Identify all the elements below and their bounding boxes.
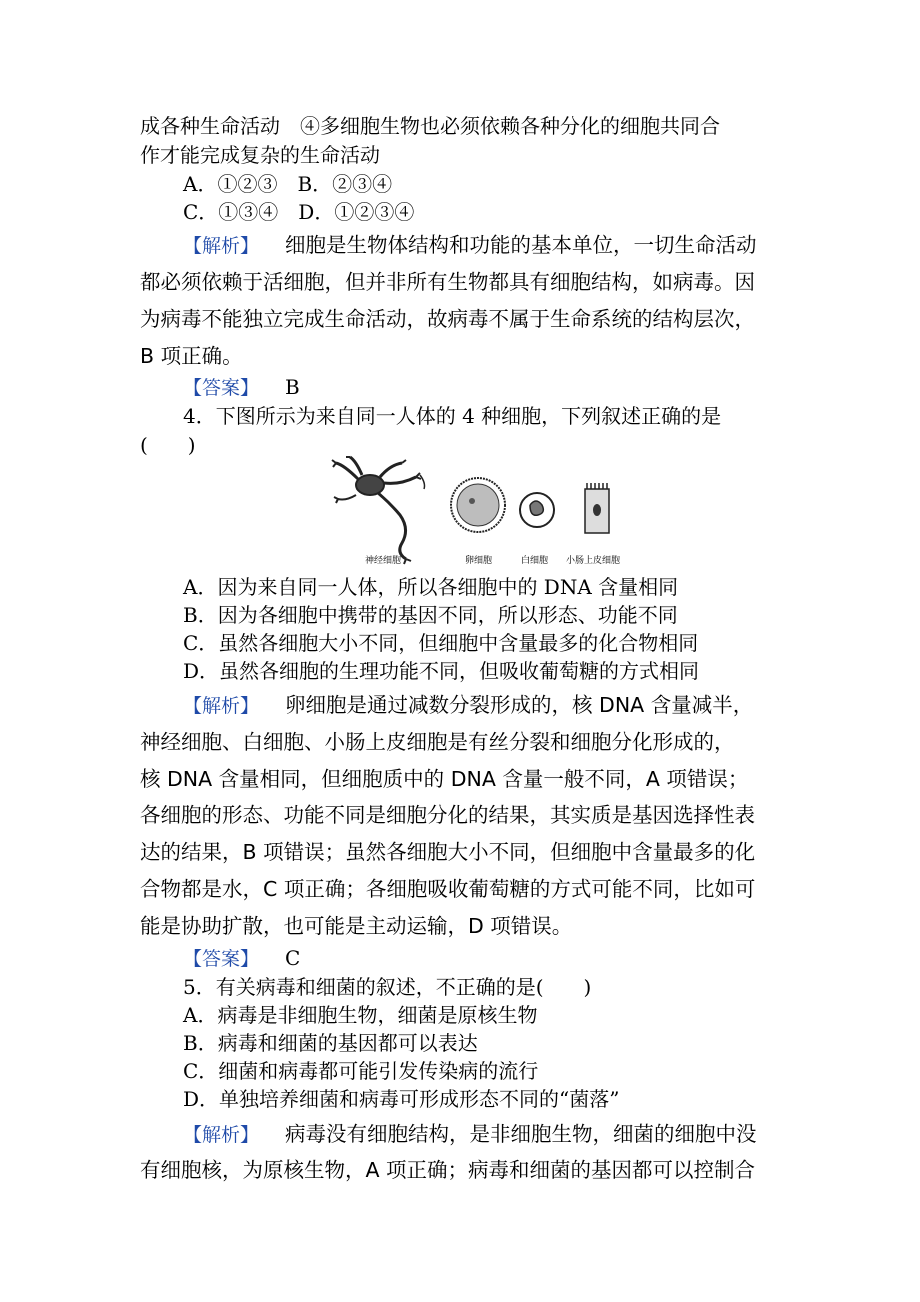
- q3-explanation-line-4: B 项正确。: [140, 344, 243, 368]
- intestinal-epithelial-cell-drawing: [585, 483, 609, 533]
- q4-explanation-line-7: 能是协助扩散，也可能是主动运输，D 项错误。: [140, 914, 573, 938]
- figure-label-egg: 卵细胞: [465, 556, 493, 566]
- neuron-cell-drawing: [332, 457, 425, 564]
- figure-label-intestinal: 小肠上皮细胞: [566, 556, 621, 566]
- q3-explanation-line-1: [183, 231, 757, 260]
- q3-explanation-line-2: 都必须依赖于活细胞，但并非所有生物都具有细胞结构，如病毒。因: [140, 270, 755, 294]
- q3-line-2: 作才能完成复杂的生命活动: [140, 143, 380, 167]
- figure-label-neuron: 神经细胞: [365, 556, 402, 566]
- q3-answer-line: [183, 373, 300, 402]
- q5-explanation-line-1: [183, 1120, 757, 1149]
- q3-options-ab: A．①②③ B．②③④: [183, 172, 393, 196]
- q4-explanation-line-1: [183, 691, 753, 720]
- q5-explanation-line-2: 有细胞核，为原核生物，A 项正确；病毒和细菌的基因都可以控制合: [140, 1158, 756, 1182]
- white-blood-cell-drawing: [520, 493, 554, 527]
- q4-explanation-line-6: 合物都是水，C 项正确；各细胞吸收葡萄糖的方式可能不同，比如可: [140, 877, 756, 901]
- q3-answer-tag: 【答案】: [183, 377, 260, 399]
- q3-line-1: 成各种生命活动 ④多细胞生物也必须依赖各种分化的细胞共同合: [140, 114, 720, 138]
- q4-exp-text-1: 卵细胞是通过减数分裂形成的，核 DNA 含量减半，: [285, 693, 754, 717]
- q3-options-cd: C．①③④ D．①②③④: [183, 200, 415, 224]
- q4-explanation-line-2: 神经细胞、白细胞、小肠上皮细胞是有丝分裂和细胞分化形成的，: [140, 730, 735, 754]
- cell-figure: [330, 455, 640, 570]
- q4-jiexi-tag: 【解析】: [183, 695, 260, 717]
- q5-jiexi-tag: 【解析】: [183, 1124, 260, 1146]
- q3-jiexi-tag: 【解析】: [183, 235, 260, 257]
- q4-answer-tag: 【答案】: [183, 948, 260, 970]
- q4-stem-line-1: 4．下图所示为来自同一人体的 4 种细胞，下列叙述正确的是: [183, 404, 722, 428]
- q4-explanation-line-4: 各细胞的形态、功能不同是细胞分化的结果，其实质是基因选择性表: [140, 803, 755, 827]
- cell-figure-svg: [330, 455, 640, 570]
- q3-explanation-line-3: 为病毒不能独立完成生命活动，故病毒不属于生命系统的结构层次，: [140, 307, 755, 331]
- q4-option-b: B．因为各细胞中携带的基因不同，所以形态、功能不同: [183, 603, 678, 627]
- q3-answer-value: B: [285, 375, 300, 399]
- q4-explanation-line-3: 核 DNA 含量相同，但细胞质中的 DNA 含量一般不同，A 项错误；: [140, 767, 749, 791]
- q4-explanation-line-5: 达的结果，B 项错误；虽然各细胞大小不同，但细胞中含量最多的化: [140, 840, 756, 864]
- q4-option-c: C．虽然各细胞大小不同，但细胞中含量最多的化合物相同: [183, 631, 699, 655]
- q5-exp-text-1: 病毒没有细胞结构，是非细胞生物，细菌的细胞中没: [285, 1122, 757, 1146]
- q5-stem: 5．有关病毒和细菌的叙述，不正确的是( ): [183, 975, 592, 999]
- q4-stem-line-2: ( ): [140, 433, 196, 457]
- egg-cell-drawing: [451, 478, 505, 532]
- q5-option-c: C．细菌和病毒都可能引发传染病的流行: [183, 1059, 539, 1083]
- q4-answer-value: C: [285, 946, 301, 970]
- q4-option-d: D．虽然各细胞的生理功能不同，但吸收葡萄糖的方式相同: [183, 659, 700, 683]
- q5-option-a: A．病毒是非细胞生物，细菌是原核生物: [183, 1003, 538, 1027]
- q3-exp-text-1: 细胞是生物体结构和功能的基本单位，一切生命活动: [285, 233, 757, 257]
- q4-answer-line: [183, 944, 300, 973]
- q5-option-b: B．病毒和细菌的基因都可以表达: [183, 1031, 478, 1055]
- q5-option-d: D．单独培养细菌和病毒可形成形态不同的“菌落”: [183, 1087, 620, 1111]
- q4-option-a: A．因为来自同一人体，所以各细胞中的 DNA 含量相同: [183, 575, 679, 599]
- figure-label-white-blood: 白细胞: [521, 556, 549, 566]
